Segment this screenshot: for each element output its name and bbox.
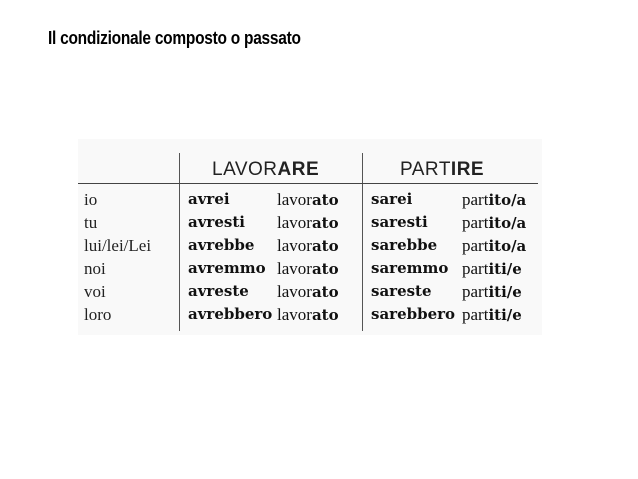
header-lavorare: LAVORARE xyxy=(212,159,320,180)
pronoun: tu xyxy=(84,213,98,232)
participle-partire: partito/a xyxy=(462,236,527,255)
pronoun: loro xyxy=(84,305,112,324)
auxiliary-essere: sareste xyxy=(371,282,432,300)
table-row xyxy=(78,236,538,258)
pronoun: lui/lei/Lei xyxy=(84,236,152,255)
header-rule xyxy=(78,183,538,184)
table-row xyxy=(78,190,538,212)
auxiliary-avere: avrebbe xyxy=(188,236,255,254)
auxiliary-essere: saresti xyxy=(371,213,428,231)
auxiliary-avere: avreste xyxy=(188,282,249,300)
participle-lavorare: lavorato xyxy=(277,190,339,209)
participle-partire: partiti/e xyxy=(462,305,522,324)
pronoun: noi xyxy=(84,259,106,278)
auxiliary-essere: saremmo xyxy=(371,259,449,277)
auxiliary-essere: sarebbero xyxy=(371,305,456,323)
table-row xyxy=(78,282,538,304)
participle-partire: partito/a xyxy=(462,213,527,232)
participle-lavorare: lavorato xyxy=(277,305,339,324)
auxiliary-essere: sarebbe xyxy=(371,236,438,254)
table-row xyxy=(78,213,538,235)
participle-partire: partiti/e xyxy=(462,259,522,278)
participle-lavorare: lavorato xyxy=(277,282,339,301)
participle-lavorare: lavorato xyxy=(277,236,339,255)
auxiliary-avere: avrebbero xyxy=(188,305,273,323)
auxiliary-avere: avremmo xyxy=(188,259,266,277)
auxiliary-avere: avrei xyxy=(188,190,230,208)
table-row xyxy=(78,259,538,281)
participle-lavorare: lavorato xyxy=(277,259,339,278)
participle-lavorare: lavorato xyxy=(277,213,339,232)
table-row xyxy=(78,305,538,327)
pronoun: io xyxy=(84,190,98,209)
participle-partire: partiti/e xyxy=(462,282,522,301)
auxiliary-avere: avresti xyxy=(188,213,245,231)
pronoun: voi xyxy=(84,282,106,301)
conjugation-table xyxy=(78,139,542,335)
header-partire: PARTIRE xyxy=(400,159,485,180)
participle-partire: partito/a xyxy=(462,190,527,209)
slide-title: Il condizionale composto o passato xyxy=(48,28,301,48)
auxiliary-essere: sarei xyxy=(371,190,413,208)
